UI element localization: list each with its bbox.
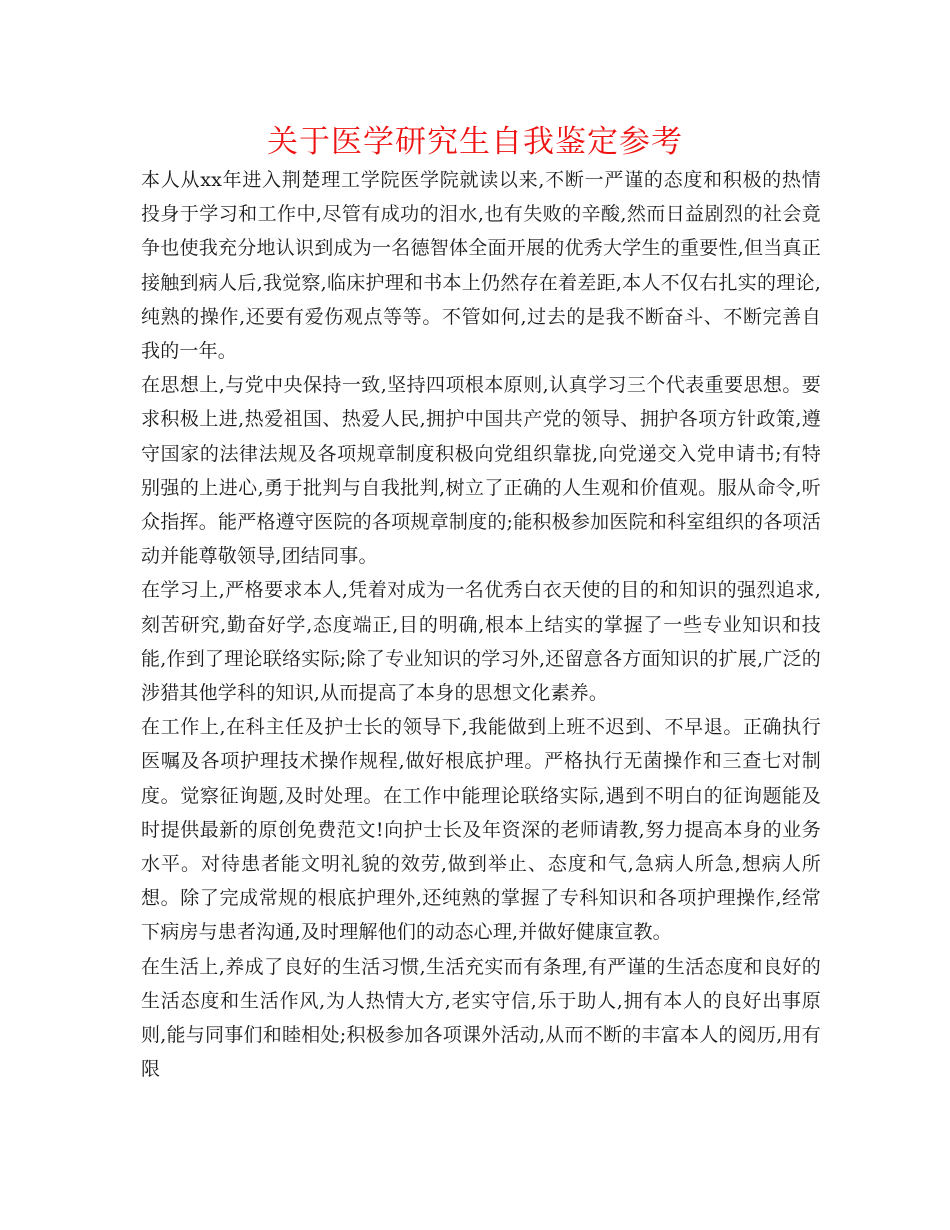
paragraph-life: 在生活上,养成了良好的生活习惯,生活充实而有条理,有严谨的生活态度和良好的生活态度和生活作风,为人热情大方,老实守信,乐于助人,拥有本人的良好出事原则,能与同事们和睦相处;积极参加各项课外活动,从而不断的丰富本人的阅历,用有限 — [141, 955, 821, 1081]
document-body — [141, 163, 821, 1086]
document-title: 关于医学研究生自我鉴定参考 — [267, 124, 683, 160]
paragraph-work: 在工作上,在科主任及护士长的领导下,我能做到上班不迟到、不早退。正确执行医嘱及各项护理技术操作规程,做好根底护理。严格执行无菌操作和三查七对制度。觉察征询题,及时处理。在工作中能理论联络实际,遇到不明白的征询题能及时提供最新的原创免费范文!向护士长及年资深的老师请教,努力提高本身的业务水平。对待患者能文明礼貌的效劳,做到举止、态度和气,急病人所急,想病人所想。除了完成常规的根底护理外,还纯熟的掌握了专科知识和各项护理操作,经常下病房与患者沟通,及时理解他们的动态心理,并做好健康宣教。 — [141, 716, 821, 944]
paragraph-thought: 在思想上,与党中央保持一致,坚持四项根本原则,认真学习三个代表重要思想。要求积极上进,热爱祖国、热爱人民,拥护中国共产党的领导、拥护各项方针政策,遵守国家的法律法规及各项规章制度积极向党组织靠拢,向党递交入党申请书;有特别强的上进心,勇于批判与自我批判,树立了正确的人生观和价值观。服从命令,听众指挥。能严格遵守医院的各项规章制度的;能积极参加医院和科室组织的各项活动并能尊敬领导,团结同事。 — [141, 374, 821, 568]
paragraph-study: 在学习上,严格要求本人,凭着对成为一名优秀白衣天使的目的和知识的强烈追求,刻苦研究,勤奋好学,态度端正,目的明确,根本上结实的掌握了一些专业知识和技能,作到了理论联络实际;除了专业知识的学习外,还留意各方面知识的扩展,广泛的涉猎其他学科的知识,从而提高了本身的思想文化素养。 — [141, 579, 821, 705]
paragraph-intro: 本人从xx年进入荆楚理工学院医学院就读以来,不断一严谨的态度和积极的热情投身于学习和工作中,尽管有成功的泪水,也有失败的辛酸,然而日益剧烈的社会竟争也使我充分地认识到成为一名德智体全面开展的优秀大学生的重要性,但当真正接触到病人后,我觉察,临床护理和书本上仍然存在着差距,本人不仅右扎实的理论,纯熟的操作,还要有爱伤观点等等。不管如何,过去的是我不断奋斗、不断完善自我的一年。 — [141, 169, 821, 363]
